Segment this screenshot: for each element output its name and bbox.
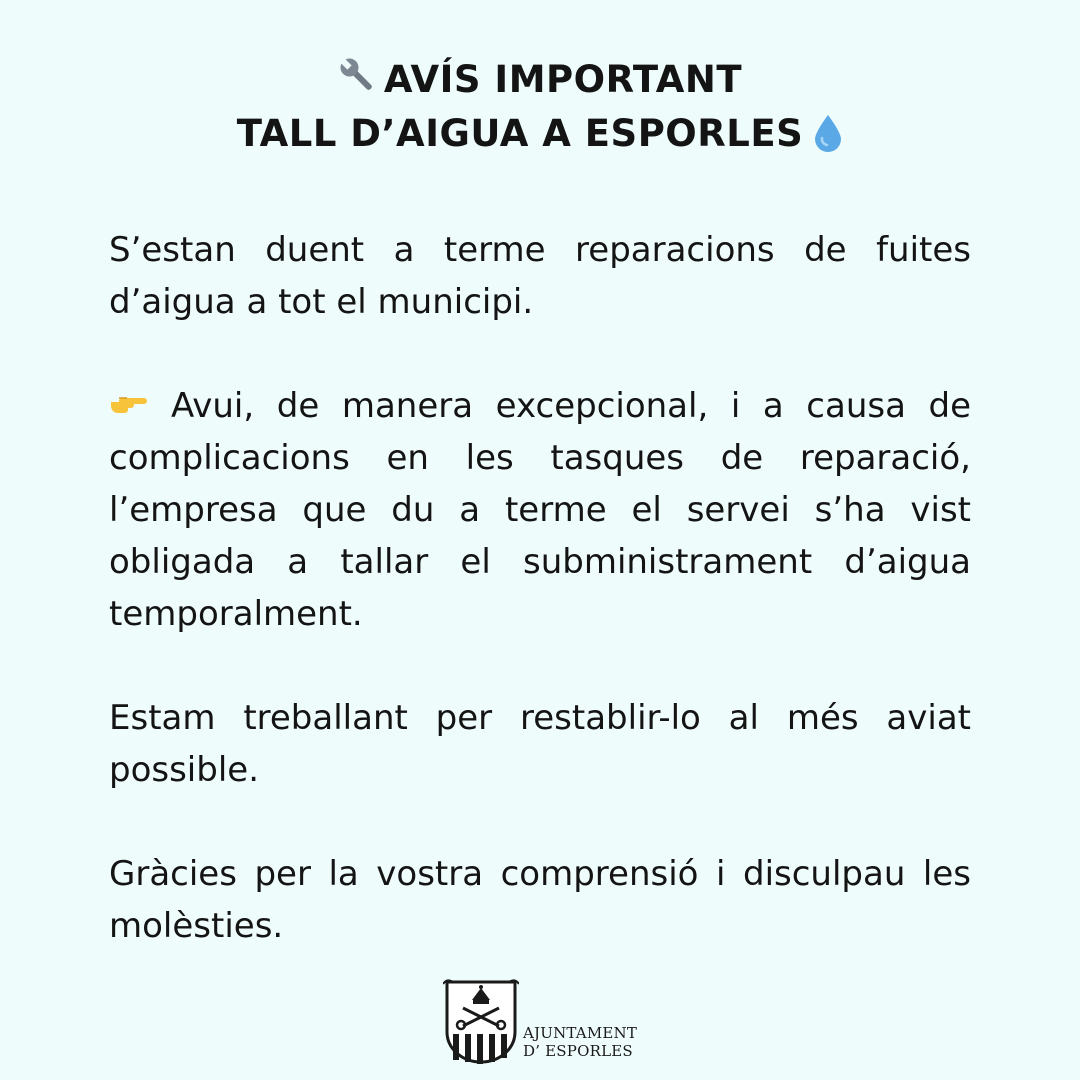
title-line-2 (0, 112, 1080, 161)
ajuntament-logo (443, 978, 643, 1068)
title-tall-text: TALL D’AIGUA A ESPORLES (236, 112, 804, 155)
paragraph-exceptional-text: Avui, de manera excepcional, i a causa de complicacions en les tasques de reparació, l’empresa que du a terme el servei s’ha vist obligada a tallar el subministrament d’aigua temporalment. (109, 386, 971, 634)
logo-line-ajuntament: AJUNTAMENT (523, 1024, 638, 1042)
notice-body (109, 224, 971, 952)
title-line-1 (0, 56, 1080, 105)
logo-line-esporles: D’ ESPORLES (523, 1042, 633, 1060)
title-avis-text: AVÍS IMPORTANT (383, 58, 743, 101)
logo-wordmark (523, 1024, 637, 1060)
wrench-icon (338, 56, 378, 105)
paragraph-exceptional (109, 380, 971, 640)
municipal-coat-of-arms-icon (443, 978, 519, 1066)
paragraph-thanks: Gràcies per la vostra comprensió i disculpau les molèsties. (109, 854, 971, 946)
water-drop-icon (813, 114, 843, 161)
pointing-hand-icon (109, 382, 149, 408)
paragraph-working: Estam treballant per restablir-lo al més aviat possible. (109, 698, 971, 790)
paragraph-repairs: S’estan duent a terme reparacions de fuites d’aigua a tot el municipi. (109, 230, 971, 322)
